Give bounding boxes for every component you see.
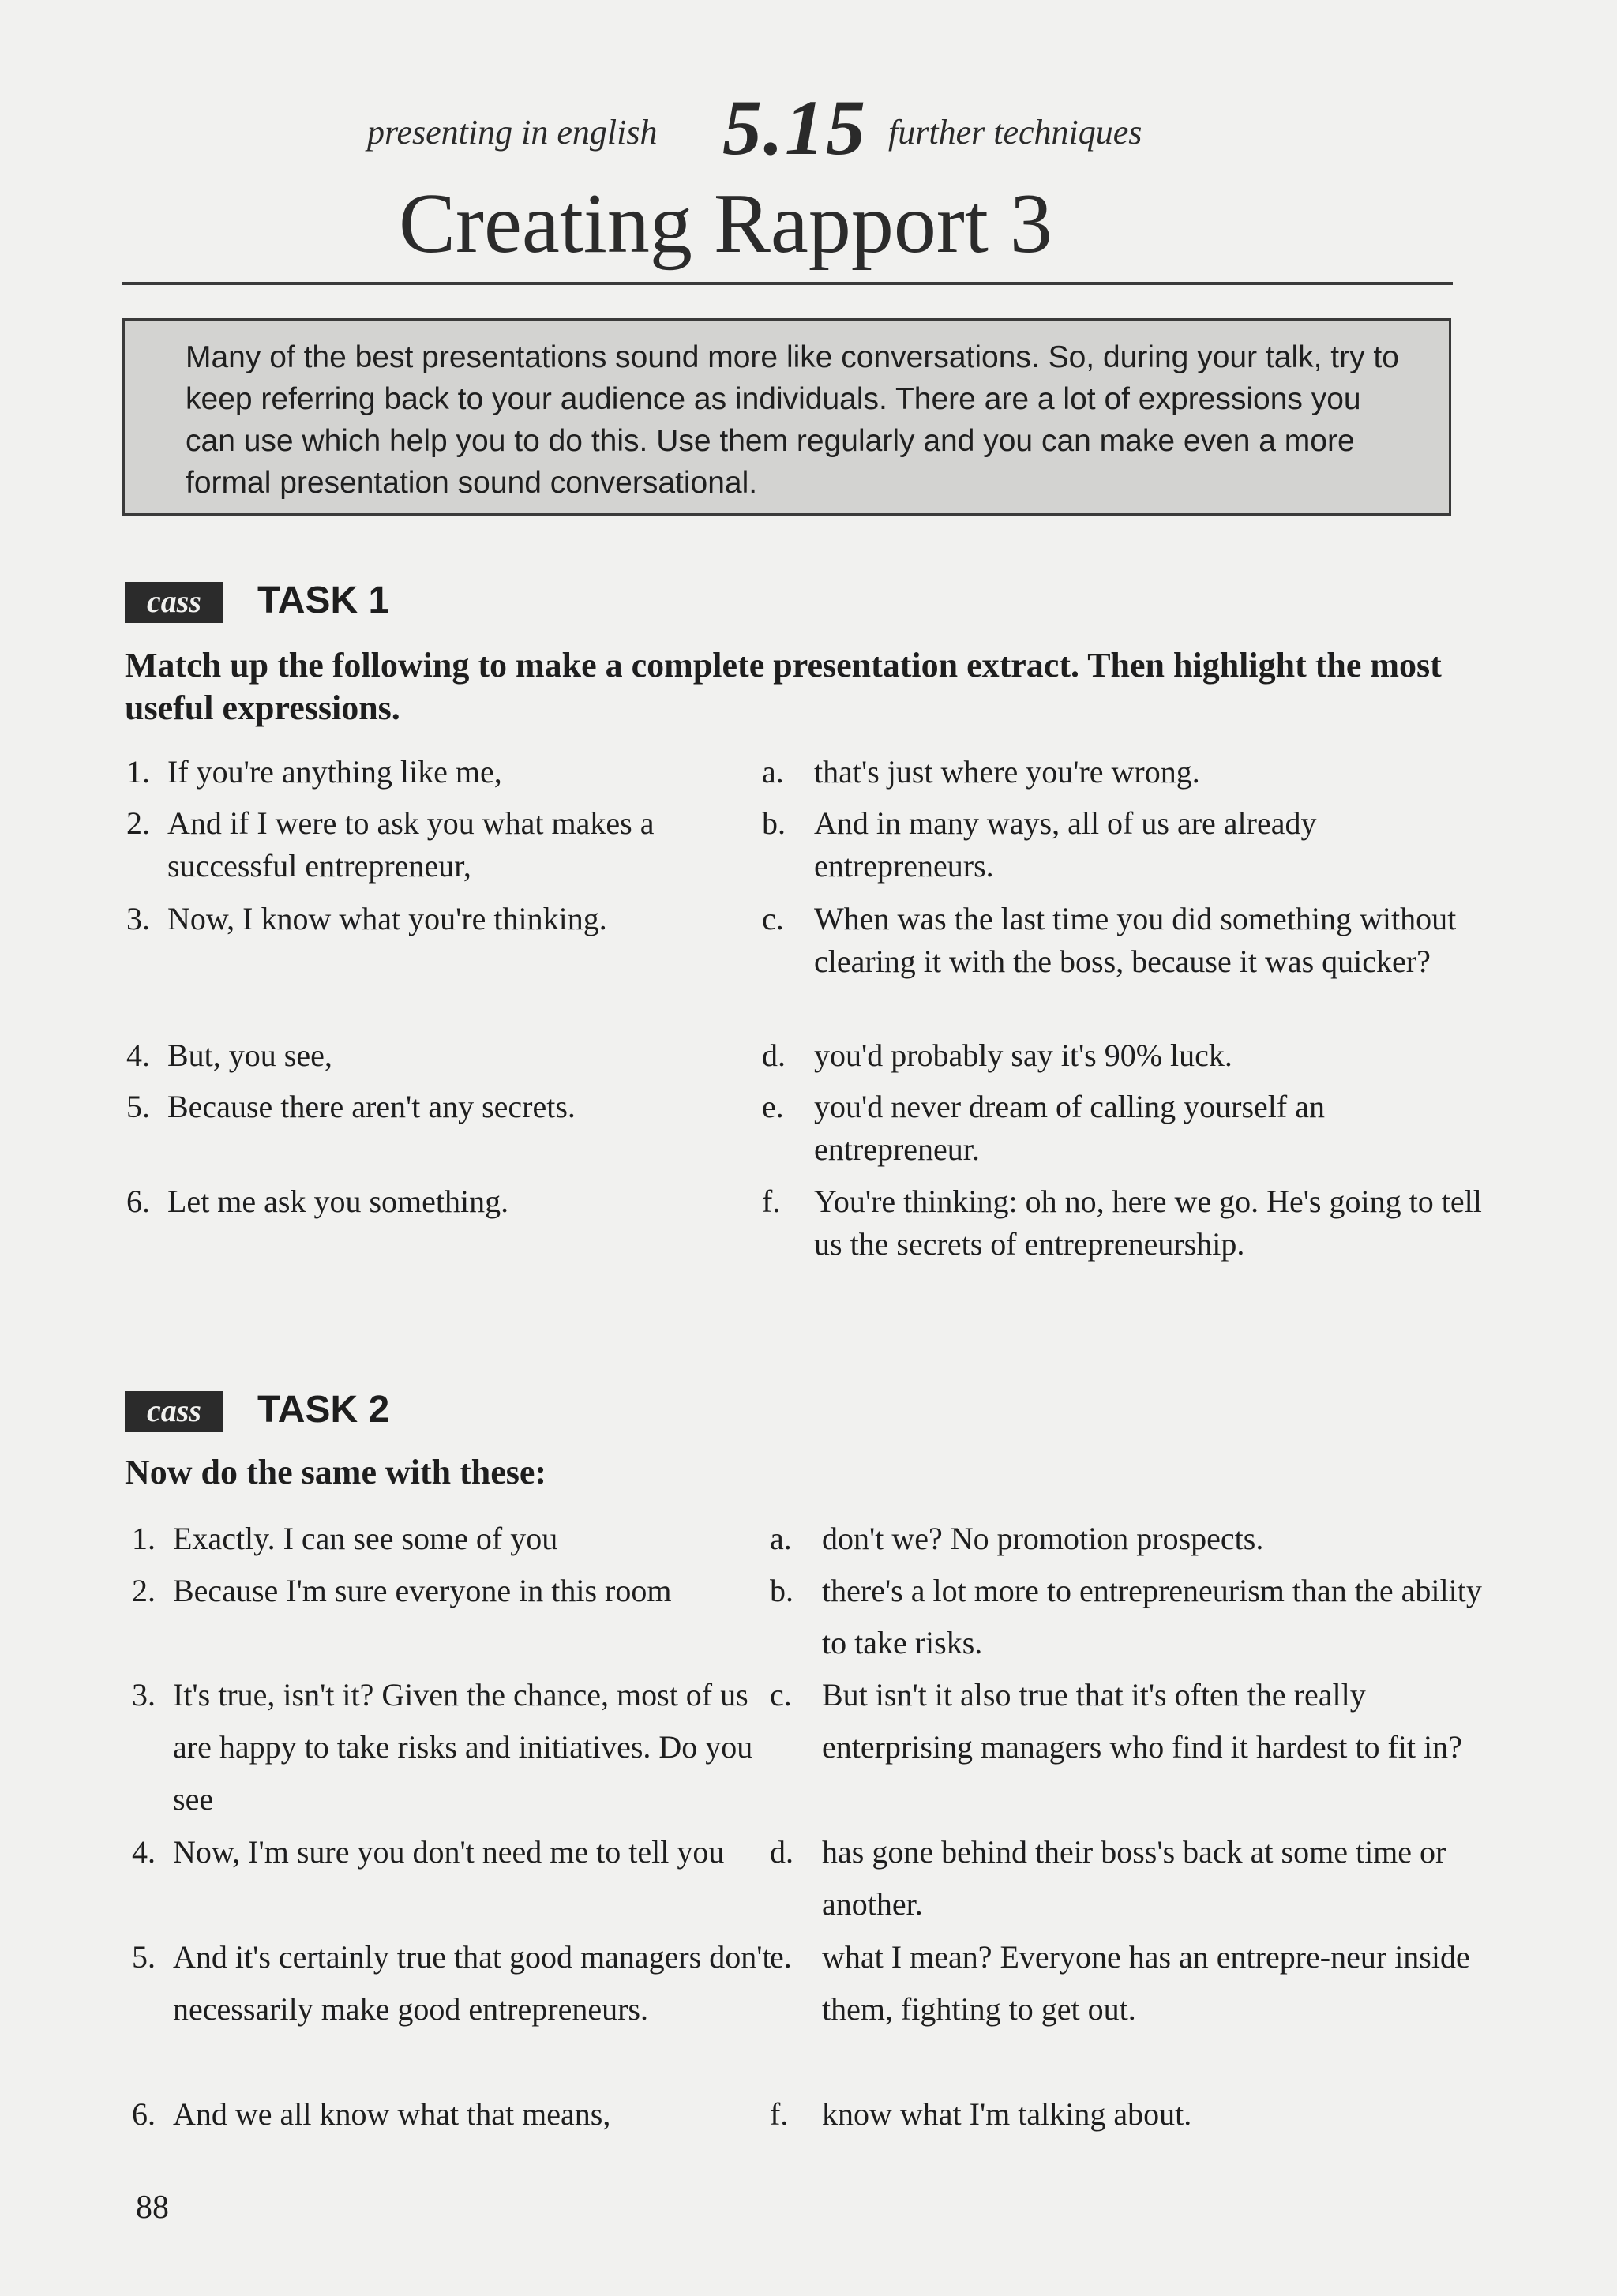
task2-left-item: 1. Exactly. I can see some of you <box>132 1521 558 1556</box>
task1-title: TASK 1 <box>257 580 390 621</box>
series-title: presenting in english <box>367 113 658 152</box>
task2-left-item: 2. Because I'm sure everyone in this room <box>132 1573 672 1608</box>
page-title: Creating Rapport 3 <box>399 177 1052 271</box>
task1-left-item: 6. Let me ask you something. <box>126 1184 509 1219</box>
task2-right-item: e. what I mean? Everyone has an entrepre-neur inside them, fighting to get out. <box>770 1939 1470 2027</box>
task1-instruction: Match up the following to make a complete presentation extract. Then highlight the most useful expressions. <box>125 646 1442 727</box>
section-title: further techniques <box>888 113 1142 152</box>
task1-left-item: 1. If you're anything like me, <box>126 754 502 790</box>
task2-right-item: f. know what I'm talking about. <box>770 2096 1192 2132</box>
task1-right-item: a. that's just where you're wrong. <box>762 754 1200 790</box>
task1-left-item: 5. Because there aren't any secrets. <box>126 1089 576 1124</box>
task2-title: TASK 2 <box>257 1389 390 1431</box>
task2-right-item: b. there's a lot more to entrepreneurism than the ability to take risks. <box>770 1573 1482 1660</box>
task1-right-item: f. You're thinking: oh no, here we go. He's going to tell us the secrets of entrepreneurship. <box>762 1184 1482 1262</box>
task2-left-item: 4. Now, I'm sure you don't need me to tell you <box>132 1834 725 1870</box>
cass-badge: cass <box>125 1391 223 1432</box>
task2-right-item: a. don't we? No promotion prospects. <box>770 1521 1264 1556</box>
task1-right-item: b. And in many ways, all of us are already entrepreneurs. <box>762 805 1317 884</box>
title-divider <box>122 282 1453 285</box>
task2-right-item: c. But isn't it also true that it's often the really enterprising managers who find it hardest to fit in? <box>770 1677 1462 1765</box>
task2-left-item: 6. And we all know what that means, <box>132 2096 611 2132</box>
unit-number: 5.15 <box>722 84 867 171</box>
task1-right-item: e. you'd never dream of calling yourself an entrepreneur. <box>762 1089 1325 1167</box>
task1-left-item: 3. Now, I know what you're thinking. <box>126 901 607 936</box>
task2-instruction: Now do the same with these: <box>125 1453 547 1491</box>
task2-left-item: 3. It's true, isn't it? Given the chance, most of us are happy to take risks and initiatives. Do you see <box>132 1677 753 1817</box>
page-number: 88 <box>136 2189 169 2226</box>
task2-left-item: 5. And it's certainly true that good managers don't necessarily make good entrepreneurs. <box>132 1939 771 2027</box>
task1-left-item: 4. But, you see, <box>126 1037 332 1073</box>
intro-text: Many of the best presentations sound more like conversations. So, during your talk, try to keep referring back to your audience as individuals. There are a lot of expressions you can use which help you to do this. Use them regularly and you can make even a more formal presentation sound conversational. <box>186 340 1399 500</box>
task1-right-item: c. When was the last time you did something without clearing it with the boss, because it was quicker? <box>762 901 1457 979</box>
task1-right-item: d. you'd probably say it's 90% luck. <box>762 1037 1232 1073</box>
task2-right-item: d. has gone behind their boss's back at some time or another. <box>770 1834 1446 1922</box>
task1-left-item: 2. And if I were to ask you what makes a successful entrepreneur, <box>126 805 655 884</box>
cass-badge: cass <box>125 582 223 623</box>
intro-box <box>122 318 1451 516</box>
